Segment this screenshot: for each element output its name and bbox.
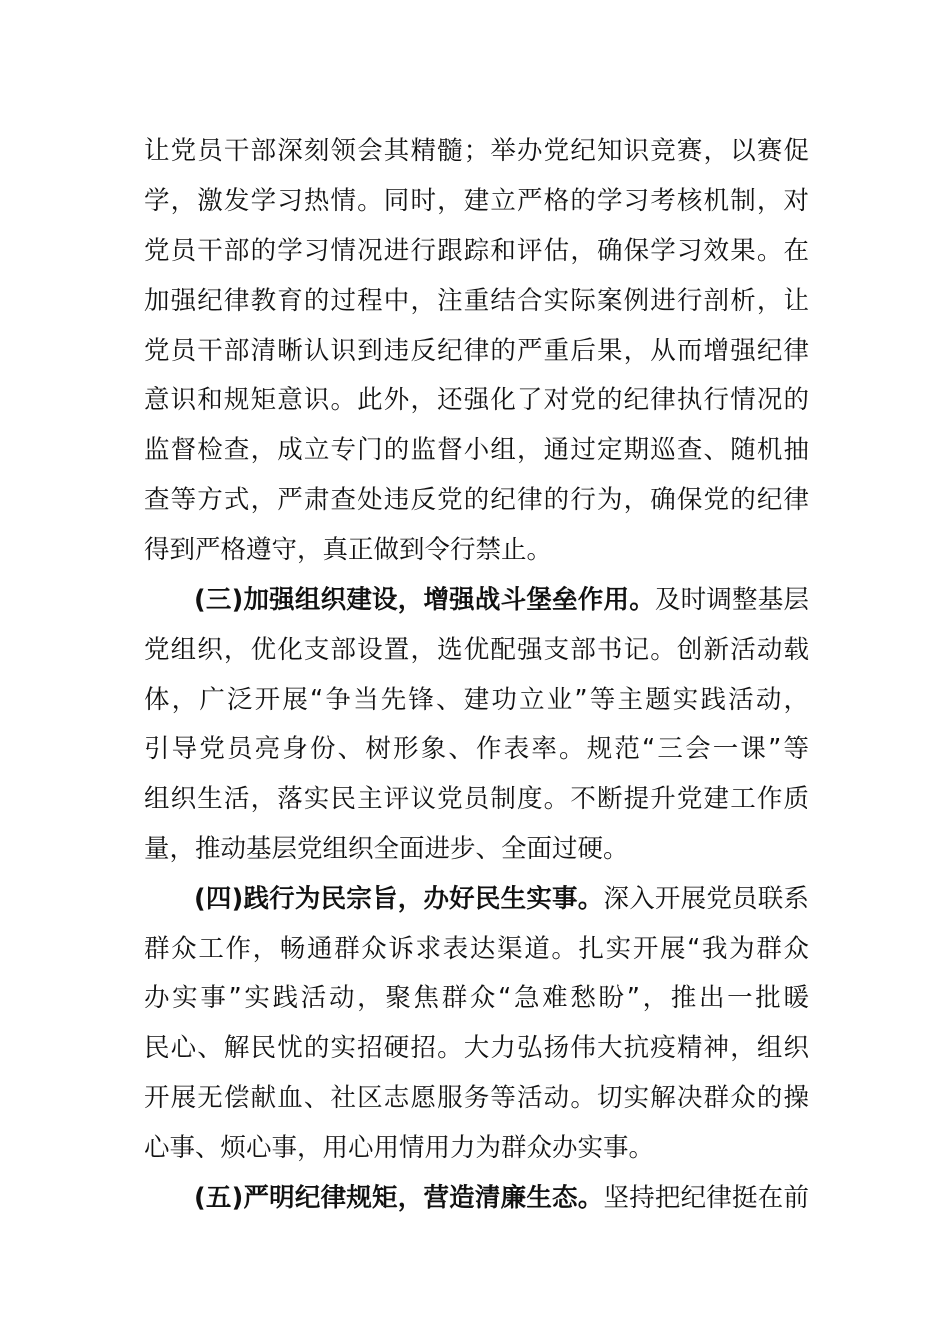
text-line: 组织生活，落实民主评议党员制度。不断提升党建工作质 bbox=[144, 784, 809, 814]
text-line: 民心、解民忧的实招硬招。大力弘扬伟大抗疫精神，组织 bbox=[144, 1033, 809, 1063]
section-4-first-line-rest: 深入开展党员联系 bbox=[603, 884, 809, 914]
section-5-heading: (五)严明纪律规矩，营造清廉生态。 bbox=[194, 1183, 604, 1213]
text-line: 得到严格遵守，真正做到令行禁止。 bbox=[144, 535, 553, 565]
text-line: 党员干部清晰认识到违反纪律的严重后果，从而增强纪律 bbox=[144, 336, 809, 366]
text-line: 学，激发学习热情。同时，建立严格的学习考核机制，对 bbox=[144, 186, 809, 216]
text-line: 加强纪律教育的过程中，注重结合实际案例进行剖析，让 bbox=[144, 286, 809, 316]
text-line: 心事、烦心事，用心用情用力为群众办实事。 bbox=[144, 1133, 655, 1163]
text-line: 体，广泛开展“争当先锋、建功立业”等主题实践活动， bbox=[144, 685, 809, 715]
text-line: 引导党员亮身份、树形象、作表率。规范“三会一课”等 bbox=[144, 734, 809, 764]
text-line: 群众工作，畅通群众诉求表达渠道。扎实开展“我为群众 bbox=[144, 934, 809, 964]
text-line: 监督检查，成立专门的监督小组，通过定期巡查、随机抽 bbox=[144, 435, 809, 465]
text-line: 党组织，优化支部设置，选优配强支部书记。创新活动载 bbox=[144, 635, 809, 665]
section-3-first-line-rest: 及时调整基层 bbox=[654, 585, 809, 615]
text-line: 开展无偿献血、社区志愿服务等活动。切实解决群众的操 bbox=[144, 1083, 809, 1113]
text-line: 查等方式，严肃查处违反党的纪律的行为，确保党的纪律 bbox=[144, 485, 809, 515]
section-4-first-line bbox=[194, 879, 809, 919]
section-4-heading: (四)践行为民宗旨，办好民生实事。 bbox=[194, 884, 604, 914]
text-line: 党员干部的学习情况进行跟踪和评估，确保学习效果。在 bbox=[144, 236, 809, 266]
section-3-first-line bbox=[194, 580, 809, 620]
section-3-heading: (三)加强组织建设，增强战斗堡垒作用。 bbox=[194, 585, 655, 615]
section-5-first-line-rest: 坚持把纪律挺在前 bbox=[603, 1183, 809, 1213]
text-line: 办实事”实践活动，聚焦群众“急难愁盼”，推出一批暖 bbox=[144, 983, 809, 1013]
text-line: 量，推动基层党组织全面进步、全面过硬。 bbox=[144, 834, 629, 864]
text-line: 意识和规矩意识。此外，还强化了对党的纪律执行情况的 bbox=[144, 385, 809, 415]
section-5-first-line bbox=[194, 1178, 809, 1218]
text-line: 让党员干部深刻领会其精髓；举办党纪知识竞赛，以赛促 bbox=[144, 136, 809, 166]
